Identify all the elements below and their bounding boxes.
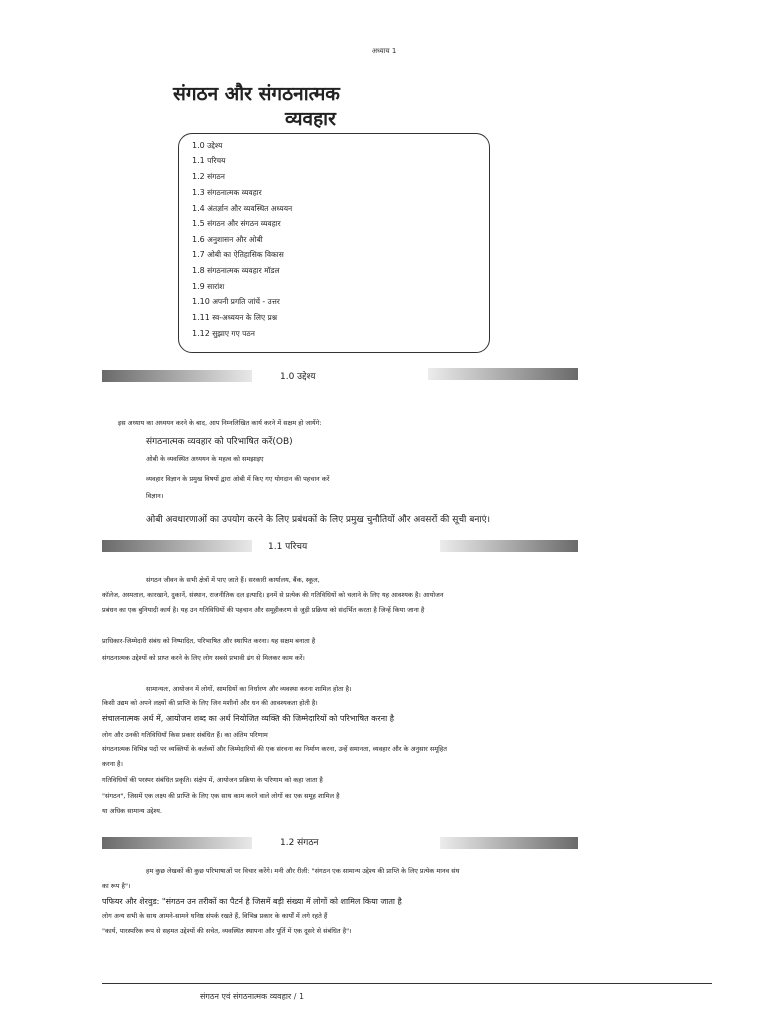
toc-item: 1.2 संगठन — [192, 172, 225, 181]
objective-item: ओबी के व्यवस्थित अध्ययन के महत्व को समझाइए — [146, 455, 264, 463]
paragraph-line: "कार्य, पारस्परिक रूप से सहमत उद्देश्यों की सचेत, व्यवस्थित स्थापना और पूर्ति में एक दूसरे से संबंधित है"। — [102, 927, 352, 935]
paragraph-line: पफियर और शेरवुड: "संगठन उन तरीकों का पैटर्न है जिसमें बड़ी संख्या में लोगों को शामिल किया जाता है — [102, 897, 402, 906]
section-heading-intro: 1.1 परिचय — [268, 542, 308, 552]
paragraph-line: हम कुछ लेखकों की कुछ परिभाषाओं पर विचार करेंगे। मनी और रीली: "संगठन एक सामान्य उद्देश्य की प्राप्ति के लिए प्रत्येक मानव संघ — [146, 867, 460, 875]
paragraph-line: या अधिक सामान्य उद्देश्य. — [102, 807, 162, 815]
section-heading-organization: 1.2 संगठन — [280, 838, 319, 848]
objective-item: संगठनात्मक व्यवहार को परिभाषित करें(OB) — [146, 437, 293, 447]
section-divider-left — [102, 837, 252, 849]
section-divider-left — [102, 370, 252, 382]
toc-item: 1.1 परिचय — [192, 156, 226, 165]
paragraph-line: का रूप है"। — [102, 882, 131, 890]
toc-item: 1.9 सारांश — [192, 282, 225, 291]
toc-item: 1.0 उद्देश्य — [192, 141, 223, 150]
chapter-title-line2: व्यवहार — [285, 108, 336, 130]
section-divider-right — [428, 368, 578, 380]
paragraph-line: लोग अन्य सभी के साथ आमने-सामने घनिष्ठ संपर्क रखते हैं, विभिन्न प्रकार के कार्यों में लगे रहते हैं — [102, 912, 328, 920]
objective-item: व्यवहार विज्ञान के प्रमुख विषयों द्वारा ओबी में किए गए योगदान की पहचान करें — [146, 475, 330, 483]
objective-item: ओबी अवधारणाओं का उपयोग करने के लिए प्रबंधकों के लिए प्रमुख चुनौतियों और अवसरों की सूची बनाएं। — [146, 515, 491, 525]
paragraph-line: संगठनात्मक विभिन्न पदों पर व्यक्तियों के कर्तव्यों और जिम्मेदारियों की एक संरचना का निर्माण करना, उन्हें समानता, व्यवहार और के अनुसार समूहित — [102, 745, 448, 753]
section-divider-right — [440, 540, 578, 552]
paragraph-line: संगठन जीवन के सभी क्षेत्रों में पाए जाते हैं। सरकारी कार्यालय, बैंक, स्कूल, — [146, 576, 320, 584]
toc-item: 1.6 अनुशासन और ओबी — [192, 235, 263, 244]
toc-item: 1.8 संगठनात्मक व्यवहार मॉडल — [192, 266, 280, 275]
paragraph-line: संचालनात्मक अर्थ में, आयोजन शब्द का अर्थ नियोजित व्यक्ति की जिम्मेदारियों को परिभाषित करना है — [102, 714, 394, 723]
toc-item: 1.7 ओबी का ऐतिहासिक विकास — [192, 250, 284, 259]
paragraph-line: प्राधिकार-जिम्मेदारी संबंध को निष्पादित, परिभाषित और स्थापित करना। यह सक्षम बनाता है — [102, 637, 316, 645]
section-heading-objectives: 1.0 उद्देश्य — [280, 372, 316, 382]
toc-item: 1.11 स्व-अध्ययन के लिए प्रश्न — [192, 313, 278, 322]
toc-item: 1.3 संगठनात्मक व्यवहार — [192, 188, 262, 197]
toc-item: 1.12 सुझाए गए पठन — [192, 329, 255, 338]
section-divider-left — [102, 540, 252, 552]
paragraph-line: करना है। — [102, 760, 123, 768]
paragraph-line: गतिविधियों की परस्पर संबंधित प्रकृति। संक्षेप में, आयोजन प्रक्रिया के परिणाम को कहा जाता है — [102, 776, 323, 784]
page-footer: संगठन एवं संगठनात्मक व्यवहार / 1 — [200, 992, 305, 1001]
toc-item: 1.5 संगठन और संगठन व्यवहार — [192, 219, 281, 228]
chapter-title-line1: संगठन और संगठनात्मक — [173, 83, 340, 105]
section-divider-right — [440, 837, 578, 849]
paragraph-line: प्रबंधन का एक बुनियादी कार्य है। यह उन गतिविधियों की पहचान और समूहीकरण से जुड़ी प्रक्रिया को संदर्भित करता है जिन्हें किया जाना है — [102, 606, 425, 614]
paragraph-line: लोग और उनकी गतिविधियाँ किस प्रकार संबंधित हैं। का अंतिम परिणाम — [102, 731, 268, 739]
paragraph-line: किसी उद्यम को अपने लक्ष्यों की प्राप्ति के लिए जिन मशीनों और धन की आवश्यकता होती है। — [102, 699, 318, 707]
paragraph-line: "संगठन", जिसमें एक लक्ष्य की प्राप्ति के लिए एक साथ काम करने वाले लोगों का एक समूह शामिल है — [102, 792, 340, 800]
footer-rule — [102, 983, 712, 984]
toc-item: 1.4 अंतर्ज्ञान और व्यवस्थित अध्ययन — [192, 204, 293, 213]
paragraph-line: सामान्यतः, आयोजन में लोगों, सामग्रियों का निर्धारण और व्यवस्था करना शामिल होता है। — [146, 685, 352, 693]
chapter-label: अध्याय 1 — [371, 47, 397, 55]
paragraph-line: संगठनात्मक उद्देश्यों को प्राप्त करने के लिए लोग सबसे प्रभावी ढंग से मिलकर काम करें। — [102, 654, 305, 662]
paragraph-line: कॉलेज, अस्पताल, कारखाने, दुकानें, संस्थान, राजनीतिक दल इत्यादि। इनमें से प्रत्येक की गतिविधियों को चलाने के लिए यह आवश्यक है। आयोजन — [102, 591, 444, 599]
objectives-intro: इस अध्याय का अध्ययन करने के बाद, आप निम्नलिखित कार्य करने में सक्षम हो जायेंगे: — [118, 419, 322, 427]
objective-item: विज्ञान। — [146, 492, 164, 500]
toc-item: 1.10 अपनी प्रगति जांचें - उत्तर — [192, 297, 280, 306]
